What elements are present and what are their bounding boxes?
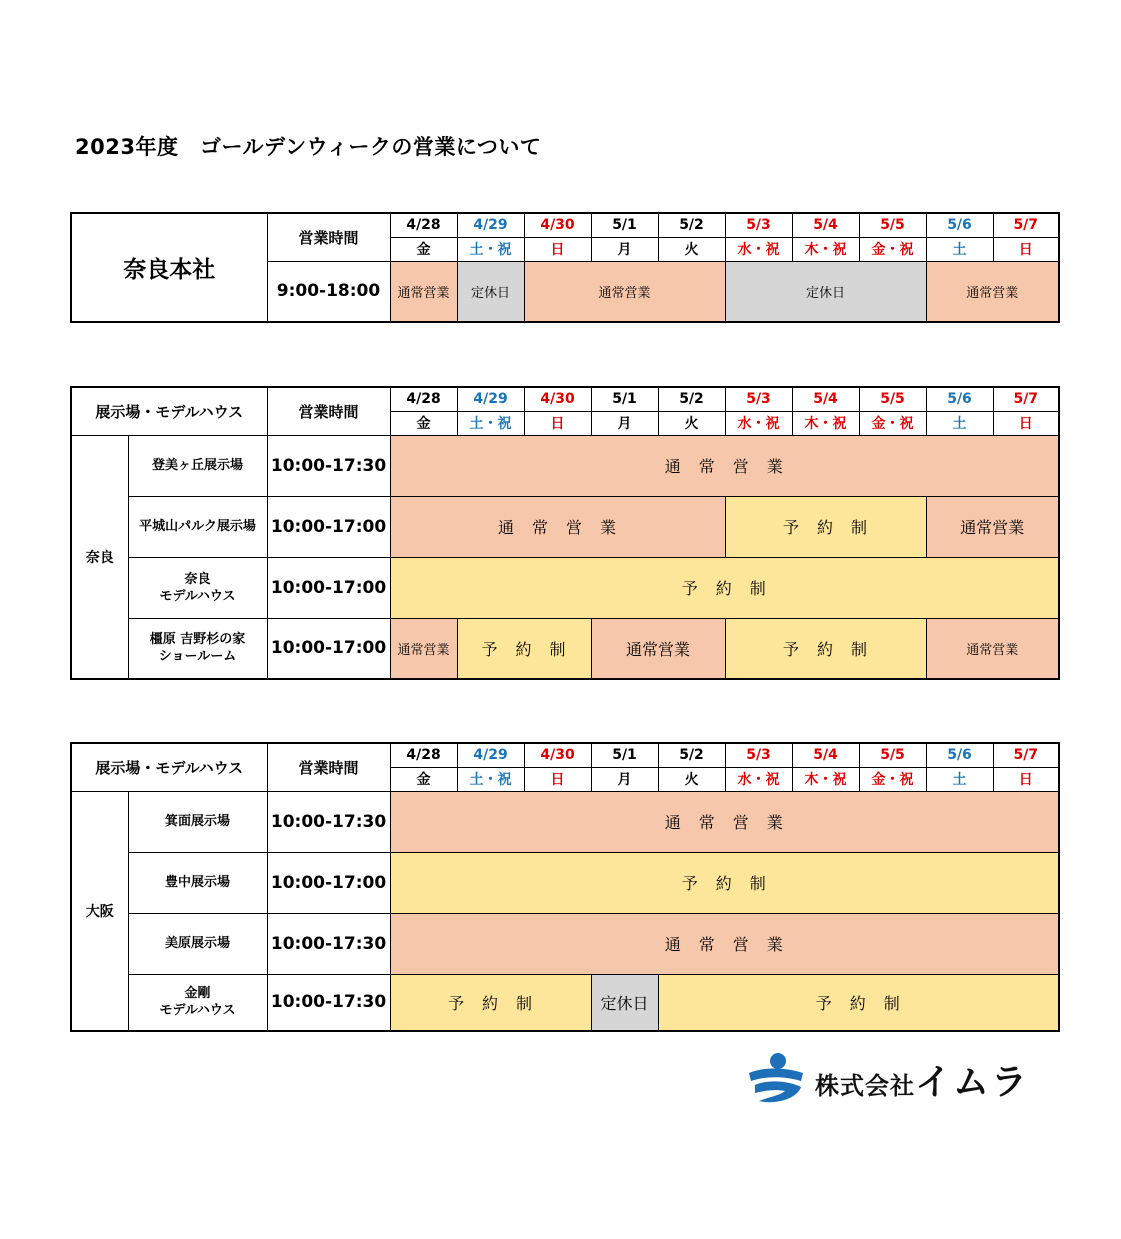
weekday-header: 土 [926, 767, 993, 791]
date-header: 5/6 [926, 213, 993, 237]
date-header: 5/1 [591, 387, 658, 411]
date-header: 4/29 [457, 213, 524, 237]
weekday-header: 日 [993, 411, 1059, 435]
date-header: 4/29 [457, 743, 524, 767]
location-name-line: 登美ヶ丘展示場 [152, 458, 244, 473]
date-header: 5/7 [993, 387, 1059, 411]
location-name [128, 435, 267, 496]
status-reservation: 予 約 制 [725, 496, 926, 557]
date-header: 5/5 [859, 387, 926, 411]
location-name [128, 974, 267, 1031]
date-header: 5/7 [993, 213, 1059, 237]
status-normal: 通常営業 [926, 496, 1059, 557]
status-closed: 定休日 [725, 261, 926, 322]
weekday-header: 土 [926, 237, 993, 261]
weekday-header: 土・祝 [457, 237, 524, 261]
location-hours: 10:00-17:30 [267, 435, 390, 496]
location-name-line: モデルハウス [159, 1003, 236, 1019]
date-header: 5/2 [658, 387, 725, 411]
location-name-line: 金剛 [184, 986, 211, 1002]
weekday-header: 金・祝 [859, 767, 926, 791]
location-name [128, 618, 267, 679]
location-name-line: ショールーム [158, 649, 237, 665]
weekday-header: 火 [658, 411, 725, 435]
weekday-header: 木・祝 [792, 411, 859, 435]
weekday-header: 月 [591, 767, 658, 791]
date-header: 4/28 [390, 387, 457, 411]
region-label: 大阪 [71, 791, 128, 1031]
page-title: 2023年度 ゴールデンウィークの営業について [75, 135, 542, 159]
weekday-header: 土・祝 [457, 411, 524, 435]
hours-header: 営業時間 [267, 387, 390, 435]
status-normal: 通 常 営 業 [390, 435, 1059, 496]
weekday-header: 水・祝 [725, 411, 792, 435]
company-name: イムラ [915, 1061, 1030, 1103]
status-normal: 通常営業 [390, 261, 457, 322]
location-name [128, 496, 267, 557]
region-label: 奈良 [71, 435, 128, 679]
status-normal: 通 常 営 業 [390, 791, 1059, 852]
date-header: 4/30 [524, 213, 591, 237]
hours-header: 営業時間 [267, 213, 390, 261]
date-header: 5/1 [591, 743, 658, 767]
weekday-header: 土・祝 [457, 767, 524, 791]
location-name-line: 橿原 吉野杉の家 [149, 632, 246, 648]
date-header: 5/2 [658, 743, 725, 767]
hours-header: 営業時間 [267, 743, 390, 791]
section-header-label: 展示場・モデルハウス [71, 387, 267, 435]
location-hours: 10:00-17:30 [267, 974, 390, 1031]
osaka-schedule-table [70, 742, 1060, 1032]
status-closed: 定休日 [591, 974, 658, 1031]
weekday-header: 水・祝 [725, 237, 792, 261]
status-normal: 通常営業 [926, 261, 1059, 322]
location-name-line: 豊中展示場 [165, 875, 231, 890]
location-name [128, 791, 267, 852]
weekday-header: 金・祝 [859, 411, 926, 435]
status-closed: 定休日 [457, 261, 524, 322]
date-header: 4/30 [524, 387, 591, 411]
location-name [128, 852, 267, 913]
date-header: 4/28 [390, 213, 457, 237]
status-reservation: 予 約 制 [457, 618, 591, 679]
weekday-header: 金 [390, 237, 457, 261]
weekday-header: 木・祝 [792, 767, 859, 791]
weekday-header: 木・祝 [792, 237, 859, 261]
weekday-header: 火 [658, 767, 725, 791]
weekday-header: 日 [524, 411, 591, 435]
date-header: 5/7 [993, 743, 1059, 767]
location-name-line: 美原展示場 [165, 936, 231, 951]
location-hours: 10:00-17:30 [267, 913, 390, 974]
nara-schedule-table [70, 386, 1060, 680]
hq-hours: 9:00-18:00 [267, 261, 390, 322]
status-reservation: 予 約 制 [390, 852, 1059, 913]
date-header: 5/5 [859, 213, 926, 237]
weekday-header: 水・祝 [725, 767, 792, 791]
location-hours: 10:00-17:00 [267, 496, 390, 557]
weekday-header: 月 [591, 237, 658, 261]
location-name-line: 奈良 [184, 571, 211, 587]
imura-logo-icon [745, 1051, 807, 1107]
status-reservation: 予 約 制 [725, 618, 926, 679]
date-header: 4/29 [457, 387, 524, 411]
date-header: 5/2 [658, 213, 725, 237]
section-header-label: 展示場・モデルハウス [71, 743, 267, 791]
date-header: 5/5 [859, 743, 926, 767]
status-reservation: 予 約 制 [658, 974, 1059, 1031]
location-hours: 10:00-17:30 [267, 791, 390, 852]
location-name-line: 平城山パルク展示場 [139, 519, 256, 534]
weekday-header: 土 [926, 411, 993, 435]
location-name [128, 557, 267, 618]
weekday-header: 火 [658, 237, 725, 261]
date-header: 5/4 [792, 213, 859, 237]
location-name-line: モデルハウス [159, 588, 236, 604]
weekday-header: 日 [993, 767, 1059, 791]
date-header: 5/4 [792, 743, 859, 767]
hq-name: 奈良本社 [71, 213, 267, 322]
location-name-line: 箕面展示場 [165, 814, 231, 829]
date-header: 5/3 [725, 213, 792, 237]
weekday-header: 月 [591, 411, 658, 435]
location-hours: 10:00-17:00 [267, 852, 390, 913]
date-header: 4/28 [390, 743, 457, 767]
date-header: 5/3 [725, 743, 792, 767]
location-hours: 10:00-17:00 [267, 618, 390, 679]
date-header: 5/4 [792, 387, 859, 411]
status-normal: 通 常 営 業 [390, 913, 1059, 974]
company-prefix: 株式会社 [815, 1071, 915, 1100]
date-header: 5/1 [591, 213, 658, 237]
date-header: 5/3 [725, 387, 792, 411]
company-logo [745, 1051, 1057, 1107]
weekday-header: 日 [524, 237, 591, 261]
weekday-header: 日 [993, 237, 1059, 261]
date-header: 5/6 [926, 743, 993, 767]
weekday-header: 金 [390, 411, 457, 435]
date-header: 5/6 [926, 387, 993, 411]
status-reservation: 予 約 制 [390, 974, 591, 1031]
status-normal: 通常営業 [926, 618, 1059, 679]
status-normal: 通常営業 [390, 618, 457, 679]
status-normal: 通 常 営 業 [390, 496, 725, 557]
hq-schedule-table [70, 212, 1060, 323]
status-normal: 通常営業 [591, 618, 725, 679]
weekday-header: 金 [390, 767, 457, 791]
status-normal: 通常営業 [524, 261, 725, 322]
weekday-header: 金・祝 [859, 237, 926, 261]
location-name [128, 913, 267, 974]
date-header: 4/30 [524, 743, 591, 767]
location-hours: 10:00-17:00 [267, 557, 390, 618]
weekday-header: 日 [524, 767, 591, 791]
status-reservation: 予 約 制 [390, 557, 1059, 618]
